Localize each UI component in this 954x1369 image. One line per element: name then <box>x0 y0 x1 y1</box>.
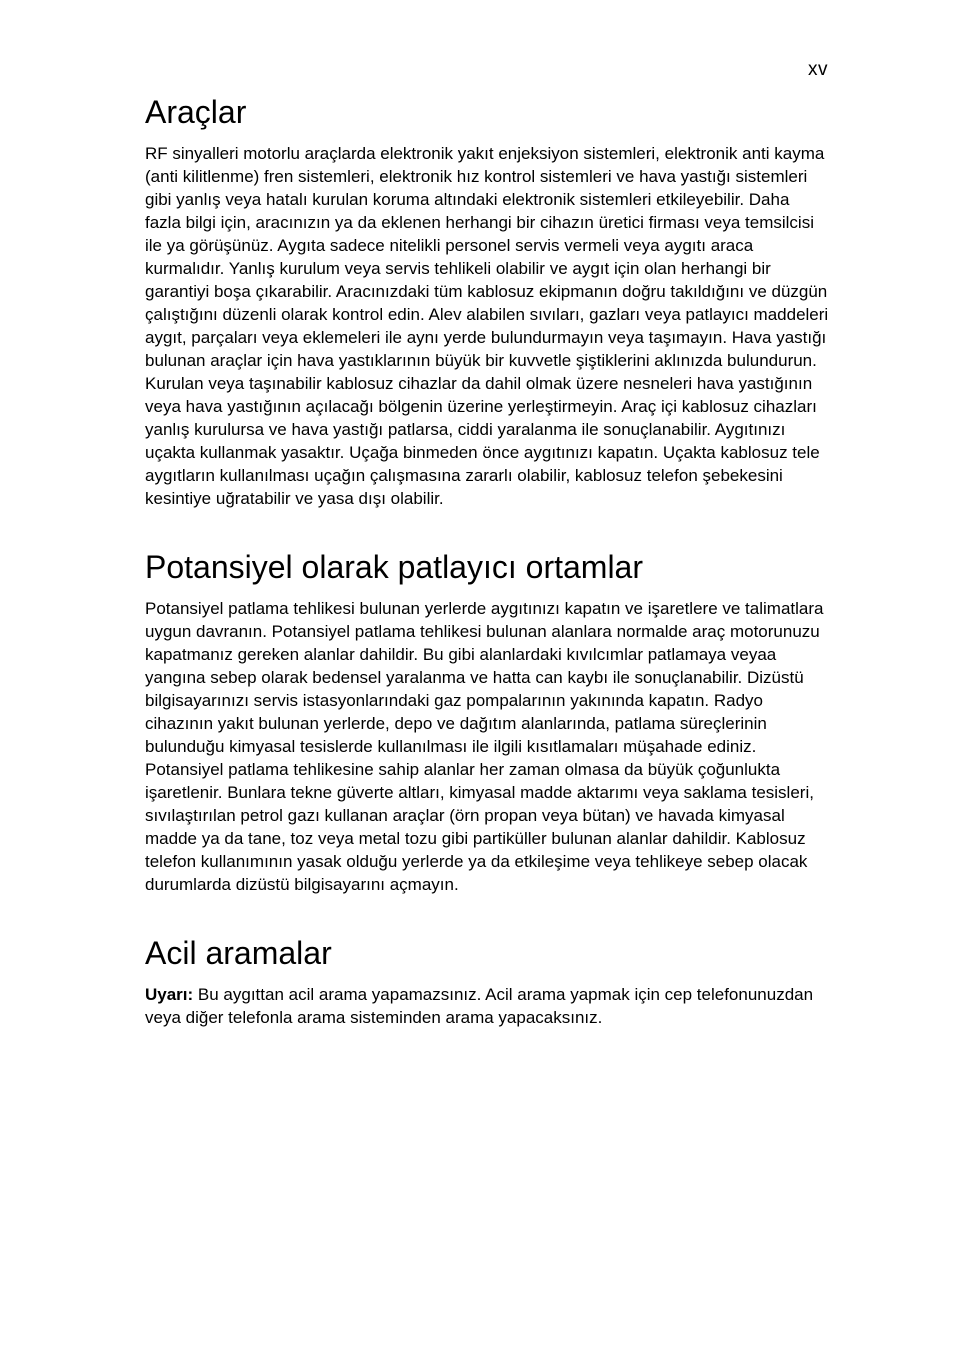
page-content <box>145 92 829 1066</box>
section-body-araclar: RF sinyalleri motorlu araçlarda elektronik yakıt enjeksiyon sistemleri, elektronik anti kayma (anti kilitlenme) fren sistemleri, elektronik hız kontrol sistemleri ve hava yastığı sistemleri gibi yanlış veya hatalı kurulan koruma altındaki elektronik sistemleri etkileyebilir. Daha fazla bilgi için, aracınızın ya da eklenen herhangi bir cihazın üretici firması veya temsilcisi ile ya görüşünüz. Aygıta sadece nitelikli personel servis vermeli veya aygıtı araca kurmalıdır. Yanlış kurulum veya servis tehlikeli olabilir ve aygıt için olan herhangi bir garantiyi boşa çıkarabilir. Aracınızdaki tüm kablosuz ekipmanın doğru takıldığını ve düzgün çalıştığını düzenli olarak kontrol edin. Alev alabilen sıvıları, gazları veya patlayıcı maddeleri aygıt, parçaları veya eklemeleri ile aynı yerde bulundurmayın veya taşımayın. Hava yastığı bulunan araçlar için hava yastıklarının büyük bir kuvvetle şiştiklerini aklınızda bulundurun. Kurulan veya taşınabilir kablosuz cihazlar da dahil olmak üzere nesneleri hava yastığının veya hava yastığının açılacağı bölgenin üzerine yerleştirmeyin. Araç içi kablosuz cihazları yanlış kurulursa ve hava yastığı patlarsa, ciddi yaralanma ile sonuçlanabilir. Aygıtınızı uçakta kullanmak yasaktır. Uçağa binmeden önce aygıtınızı kapatın. Uçakta kablosuz tele aygıtların kullanılması uçağın çalışmasına zararlı olabilir, kablosuz telefon şebekesini kesintiye uğratabilir ve yasa dışı olabilir. <box>145 144 829 508</box>
section-heading-araclar: Araçlar <box>145 94 247 130</box>
section-heading-acil-aramalar: Acil aramalar <box>145 935 332 971</box>
section-patlayici-ortamlar <box>145 547 829 896</box>
section-body-acil-aramalar <box>145 983 829 1029</box>
section-body-patlayici-ortamlar: Potansiyel patlama tehlikesi bulunan yerlerde aygıtınızı kapatın ve işaretlere ve talimatlara uygun davranın. Potansiyel patlama tehlikesi bulunan alanlara normalde araç motorunuzu kapatmanız gereken alanlar dahildir. Bu gibi alanlardaki kıvılcımlar patlamaya veyaa yangına sebep olarak bedensel yaralanma ve hatta can kaybı ile sonuçlanabilir. Dizüstü bilgisayarınızı servis istasyonlarındaki gaz pompalarının yakınında kapatın. Radyo cihazının yakıt bulunan yerlerde, depo ve dağıtım alanlarında, patlama süreçlerinin bulunduğu kimyasal tesislerde kullanılması ile ilgili kısıtlamaları müşahade ediniz. Potansiyel patlama tehlikesine sahip alanlar her zaman olmasa da büyük çoğunlukta işaretlenir. Bunlara tekne güverte altları, kimyasal madde aktarımı veya saklama tesisleri, sıvılaştırılan petrol gazı kullanan araçlar (örn propan veya bütan) ve havada kimyasal madde ya da tane, toz veya metal tozu gibi partiküller bulunan alanlar dahildir. Kablosuz telefon kullanımının yasak olduğu yerlerde ya da etkileşime veya tehlikeye sebep olacak durumlarda dizüstü bilgisayarını açmayın. <box>145 599 824 894</box>
warning-label: Uyarı: <box>145 985 194 1004</box>
section-araclar <box>145 92 829 510</box>
page-number: xv <box>808 59 828 80</box>
section-heading-patlayici-ortamlar: Potansiyel olarak patlayıcı ortamlar <box>145 549 643 585</box>
warning-text: Bu aygıttan acil arama yapamazsınız. Acil arama yapmak için cep telefonunuzdan veya diğer telefonla arama sisteminden arama yapacaksınız. <box>145 985 814 1027</box>
section-acil-aramalar <box>145 933 829 1029</box>
